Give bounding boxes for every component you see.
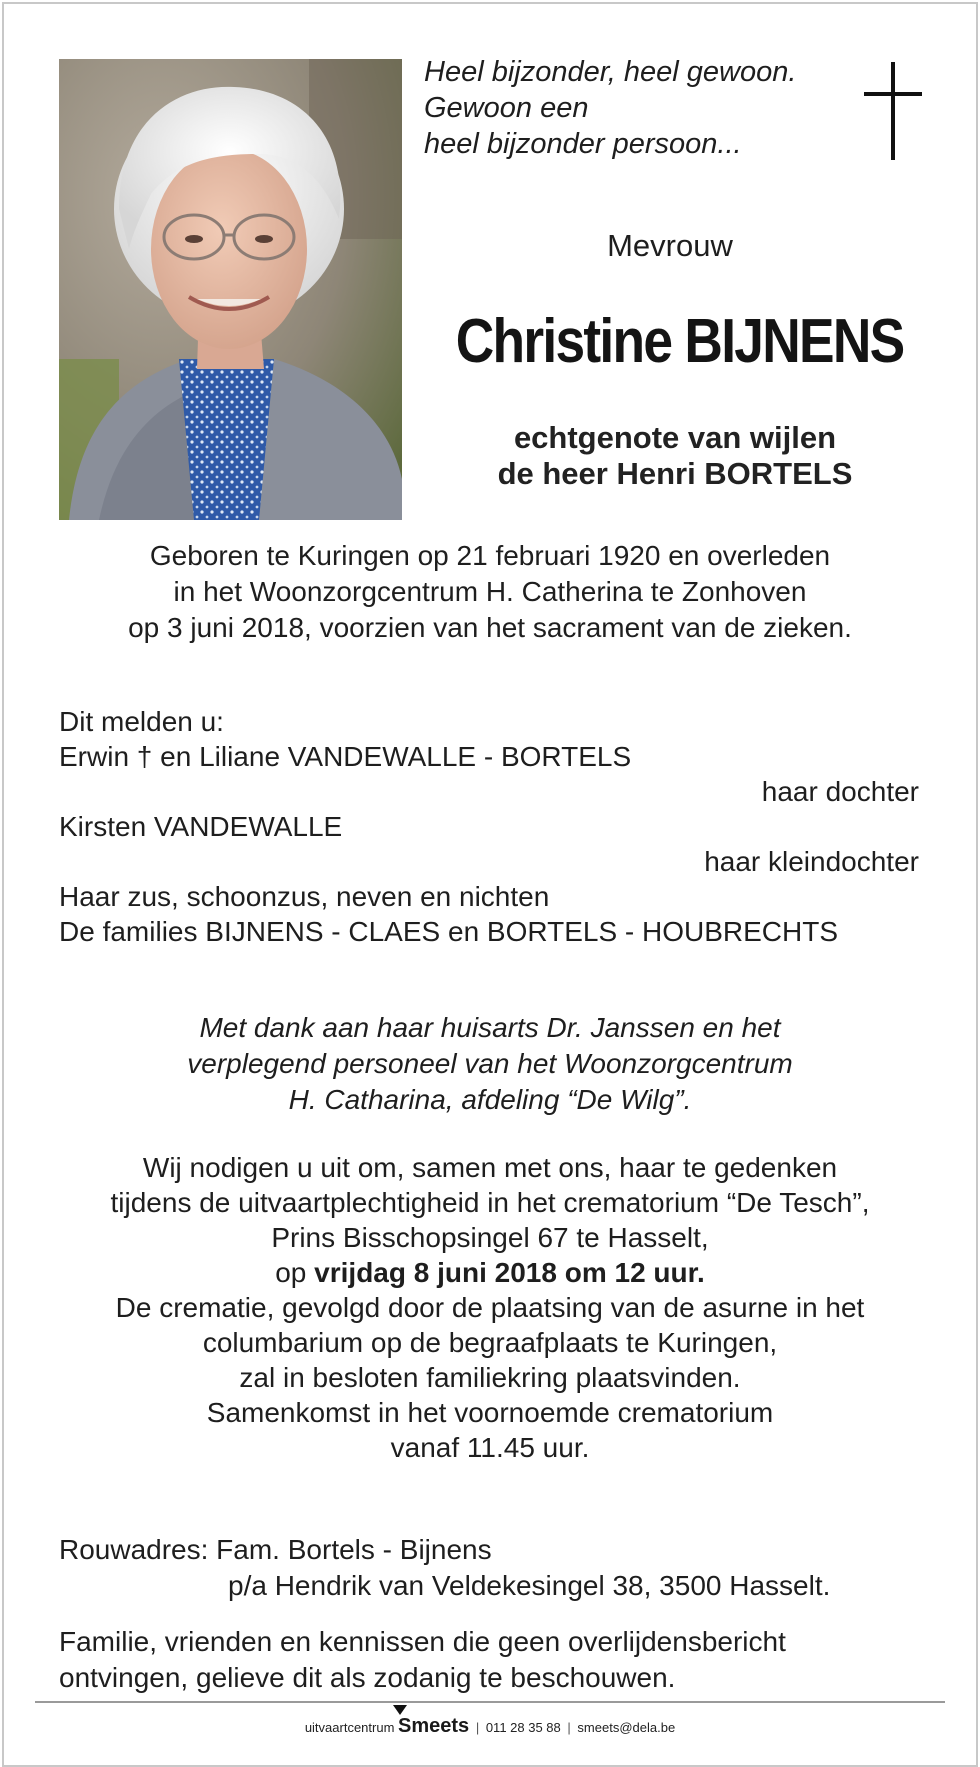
birth-death-line: op 3 juni 2018, voorzien van het sacrament van de zieken.	[128, 612, 852, 643]
footer-prefix: uitvaartcentrum	[304, 1720, 395, 1735]
invitation-line: Samenkomst in het voornoemde crematorium	[206, 1397, 774, 1428]
poem-line: heel bijzonder persoon...	[424, 128, 742, 160]
spouse-info	[420, 420, 930, 492]
address-line: Rouwadres: Fam. Bortels - Bijnens	[59, 1534, 492, 1565]
invitation-date: vrijdag 8 juni 2018 om 12 uur.	[314, 1257, 705, 1288]
birth-death-info	[40, 538, 940, 646]
cross-icon	[864, 62, 922, 160]
family-member-name: Kirsten VANDEWALLE	[59, 811, 343, 842]
spouse-line: de heer Henri BORTELS	[497, 456, 853, 491]
thanks-line: Met dank aan haar huisarts Dr. Janssen en het	[199, 1012, 781, 1043]
spouse-line: echtgenote van wijlen	[513, 420, 837, 455]
other-relatives: Haar zus, schoonzus, neven en nichten	[59, 881, 550, 912]
family-member-name: Erwin † en Liliane VANDEWALLE - BORTELS	[59, 741, 632, 772]
thanks-line: H. Catharina, afdeling “De Wilg”.	[288, 1084, 692, 1115]
footer-separator: |	[475, 1720, 480, 1735]
birth-death-line: in het Woonzorgcentrum H. Catherina te Zonhoven	[173, 576, 807, 607]
title-prefix: Mevrouw	[607, 228, 733, 263]
invitation-line: columbarium op de begraafplaats te Kuringen,	[202, 1327, 778, 1358]
invitation-date-prefix: op	[275, 1257, 315, 1288]
poem-line: Gewoon een	[424, 92, 589, 124]
footer-phone: 011 28 35 88	[485, 1720, 561, 1735]
triangle-marker-icon	[393, 1705, 407, 1715]
address-line: p/a Hendrik van Veldekesingel 38, 3500 Hasselt.	[228, 1570, 831, 1601]
invitation-line: Wij nodigen u uit om, samen met ons, haar te gedenken	[142, 1152, 838, 1183]
invitation-line: Prins Bisschopsingel 67 te Hasselt,	[271, 1222, 709, 1253]
notice-line: Familie, vrienden en kennissen die geen overlijdensbericht	[59, 1626, 786, 1657]
footer-separator: |	[567, 1720, 571, 1735]
footer-divider	[35, 1701, 945, 1703]
closing-notice	[59, 1624, 939, 1696]
thanks-note	[40, 1010, 940, 1118]
invitation-date-line	[40, 1255, 940, 1290]
family-member-relation: haar kleindochter	[704, 846, 919, 877]
footer	[40, 1715, 940, 1738]
birth-death-line: Geboren te Kuringen op 21 februari 1920 en overleden	[149, 540, 831, 571]
invitation-line: zal in besloten familiekring plaatsvinden.	[239, 1362, 741, 1393]
family-member-relation: haar dochter	[761, 776, 919, 807]
announcement	[59, 704, 919, 949]
footer-email[interactable]: smeets@dela.be	[577, 1720, 676, 1735]
announcement-intro: Dit melden u:	[59, 706, 224, 737]
portrait-photo	[59, 59, 402, 520]
thanks-line: verplegend personeel van het Woonzorgcentrum	[187, 1048, 793, 1079]
invitation-line: vanaf 11.45 uur.	[390, 1432, 590, 1463]
deceased-name: Christine BIJNENS	[455, 307, 904, 376]
invitation	[40, 1150, 940, 1465]
poem-line: Heel bijzonder, heel gewoon.	[424, 56, 797, 88]
invitation-line: De crematie, gevolgd door de plaatsing van de asurne in het	[115, 1292, 865, 1323]
invitation-line: tijdens de uitvaartplechtigheid in het crematorium “De Tesch”,	[110, 1187, 870, 1218]
notice-line: ontvingen, gelieve dit als zodanig te beschouwen.	[59, 1662, 676, 1693]
other-relatives: De families BIJNENS - CLAES en BORTELS - HOUBRECHTS	[59, 916, 839, 947]
footer-brand: Smeets	[398, 1715, 470, 1737]
poem	[424, 54, 796, 162]
mourning-address	[59, 1532, 919, 1604]
